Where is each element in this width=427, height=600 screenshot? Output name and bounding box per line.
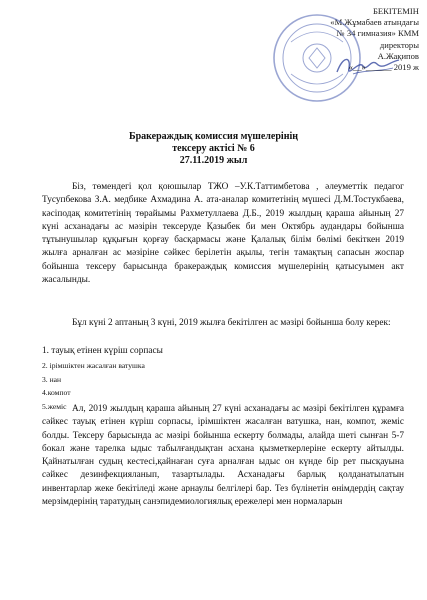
- document-title: [0, 131, 427, 168]
- approval-line: А.Жақипов: [377, 50, 419, 61]
- paragraph-menu-intro: Бұл күні 2 аптаның 3 күні, 2019 жылға бекітілген ас мәзірі бойынша болу керек:: [72, 318, 391, 328]
- title-line: тексеру актісі № 6: [172, 143, 255, 155]
- list-item: 2. ірімшіктен жасалған ватушка: [42, 360, 145, 370]
- paragraph-intro: Біз, төмендегі қол қоюшылар ТЖО –У.К.Таттимбетова , әлеуметтік педагог Тусупбекова З.А. медбике Ахмадина А. ата-аналар комитетінің мүшесі Д.М.Тостукбаева, кәсіподақ комитетінің төрайымы Рахметуллаева Д.Б., 2019 жылдың қараша айының 27 күні асханадағы ас мәзірін тексеруде Қазыбек би мен Октябрь аудандары бойынша тұтынушылар құқығын қорғау басқармасы және Қалалық білім бөлімі бекіткен 2019 жылға арналған ас мәзіріне сәйкес берілетін ақылы, тегін тамақтың сапасын жоспар бойынша тексеру барысында бракераждық комиссия мүшелерінің қатысуымен акт жасалынды.: [42, 182, 404, 286]
- paragraph-findings: Ал, 2019 жылдың қараша айының 27 күні асханадағы ас мәзірі бекітілген құрамға сәйкес тауық етінен күріш сорпасы, ірімшіктен жасалған ватушка, нан, компот, жеміс болды. Тексеру барысында ас мәзірі бойынша ескерту болмады, алайда шеті сынған 5-7 бокал және тарелка ыдыс табылғандықтан асхана қызметкерлеріне ескерту айтылды. Қайнатылған судың кестесі,қайнаған суға арналған ыдыс он күнде бір рет пысқауына сәйкес дезинфекцияланып, тазартылады. Асханадағы барлық қолданатылатын инвентарлар жеке бекітіледі және арнаулы белгілері бар. Тез бүлінетін өнімдердің сақтау мерзімдерінің таратудың санэпидемиологиялық ережелері мен нормаларын: [42, 404, 404, 508]
- list-item: 1. тауық етінен күріш сорпасы: [42, 346, 163, 356]
- title-line: Бракераждық комиссия мүшелерінің: [128, 131, 298, 142]
- list-item: 5.жеміс: [42, 402, 67, 412]
- list-item: 3. нан: [42, 374, 62, 384]
- approval-line: директоры: [379, 39, 419, 50]
- approval-line: «М.Жұмабаев атындағы: [330, 17, 419, 28]
- approval-date: «__»______ 2019 ж: [348, 62, 419, 73]
- approval-heading: БЕКІТЕМІН: [373, 6, 419, 16]
- list-item: 4.компот: [42, 388, 71, 398]
- approval-line: № 34 гимназия» КММ: [336, 28, 419, 39]
- title-date: 27.11.2019 жыл: [179, 155, 248, 167]
- approval-block: [269, 6, 419, 73]
